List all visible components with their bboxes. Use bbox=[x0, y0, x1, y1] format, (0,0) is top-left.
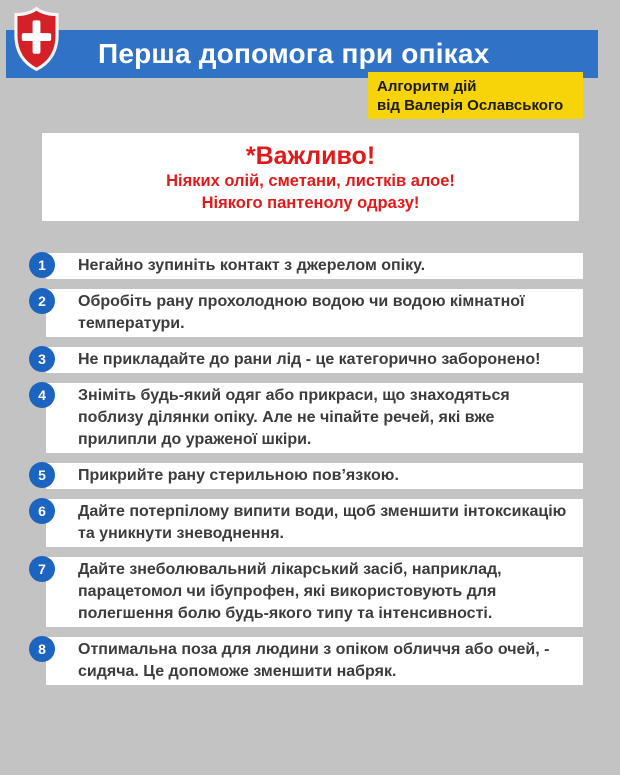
step-number: 4 bbox=[38, 387, 46, 403]
step-item-4 bbox=[38, 383, 583, 453]
step-text: Прикрийте рану стерильною пов’язкою. bbox=[78, 467, 399, 484]
step-text: Обробіть рану прохолодною водою чи водою кімнатної температури. bbox=[78, 293, 525, 332]
step-text-box bbox=[46, 289, 583, 337]
step-text-box bbox=[46, 347, 583, 373]
badge-line-2: від Валерія Ославського bbox=[377, 97, 564, 114]
step-number-badge bbox=[29, 252, 55, 278]
step-item-1 bbox=[38, 253, 583, 279]
step-item-8 bbox=[38, 637, 583, 685]
important-warning-box bbox=[42, 133, 579, 221]
step-text-box bbox=[46, 383, 583, 453]
important-heading: *Важливо! bbox=[245, 142, 376, 170]
steps-list bbox=[38, 253, 583, 695]
step-item-3 bbox=[38, 347, 583, 373]
step-text: Дайте знеболювальний лікарський засіб, наприклад, парацетомол чи ібупрофен, які використовують для полегшення болю будь-якого типу та інтенсивності. bbox=[78, 561, 502, 622]
step-text: Не прикладайте до рани лід - це категорично заборонено! bbox=[78, 351, 541, 368]
step-text-box bbox=[46, 557, 583, 627]
step-number: 2 bbox=[38, 293, 46, 309]
step-text: Негайно зупиніть контакт з джерелом опіку. bbox=[78, 257, 426, 274]
step-item-2 bbox=[38, 289, 583, 337]
step-text-box bbox=[46, 499, 583, 547]
step-item-7 bbox=[38, 557, 583, 627]
step-text: Зніміть будь-який одяг або прикраси, що знаходяться поблизу ділянки опіку. Але не чіпайте речей, які вже прилипли до ураженої шкіри. bbox=[78, 387, 510, 448]
step-number: 3 bbox=[38, 351, 46, 367]
step-number-badge bbox=[29, 556, 55, 582]
important-line-2: Ніякого пантенолу одразу! bbox=[201, 194, 420, 212]
step-number: 8 bbox=[38, 641, 46, 657]
step-number-badge bbox=[29, 346, 55, 372]
step-item-6 bbox=[38, 499, 583, 547]
page-title: Перша допомога при опіках bbox=[98, 38, 490, 69]
important-line-1: Ніяких олій, сметани, листків алое! bbox=[166, 172, 455, 190]
step-number: 7 bbox=[38, 561, 46, 577]
step-number: 6 bbox=[38, 503, 46, 519]
step-text: Отпимальна поза для людини з опіком обличчя або очей, - сидяча. Це допоможе зменшити набряк. bbox=[78, 641, 550, 680]
step-text-box bbox=[46, 463, 583, 489]
medical-shield-cross-icon bbox=[13, 6, 60, 72]
step-number-badge bbox=[29, 636, 55, 662]
step-text-box bbox=[46, 253, 583, 279]
step-number-badge bbox=[29, 498, 55, 524]
badge-line-1: Алгоритм дій bbox=[377, 78, 477, 95]
step-item-5 bbox=[38, 463, 583, 489]
step-number-badge bbox=[29, 288, 55, 314]
step-number-badge bbox=[29, 382, 55, 408]
step-number: 1 bbox=[38, 257, 46, 273]
step-text: Дайте потерпілому випити води, щоб зменшити інтоксикацію та уникнути зневоднення. bbox=[78, 503, 567, 542]
step-number-badge bbox=[29, 462, 55, 488]
step-text-box bbox=[46, 637, 583, 685]
author-badge bbox=[368, 72, 583, 119]
header-bar bbox=[6, 30, 598, 78]
step-number: 5 bbox=[38, 467, 46, 483]
